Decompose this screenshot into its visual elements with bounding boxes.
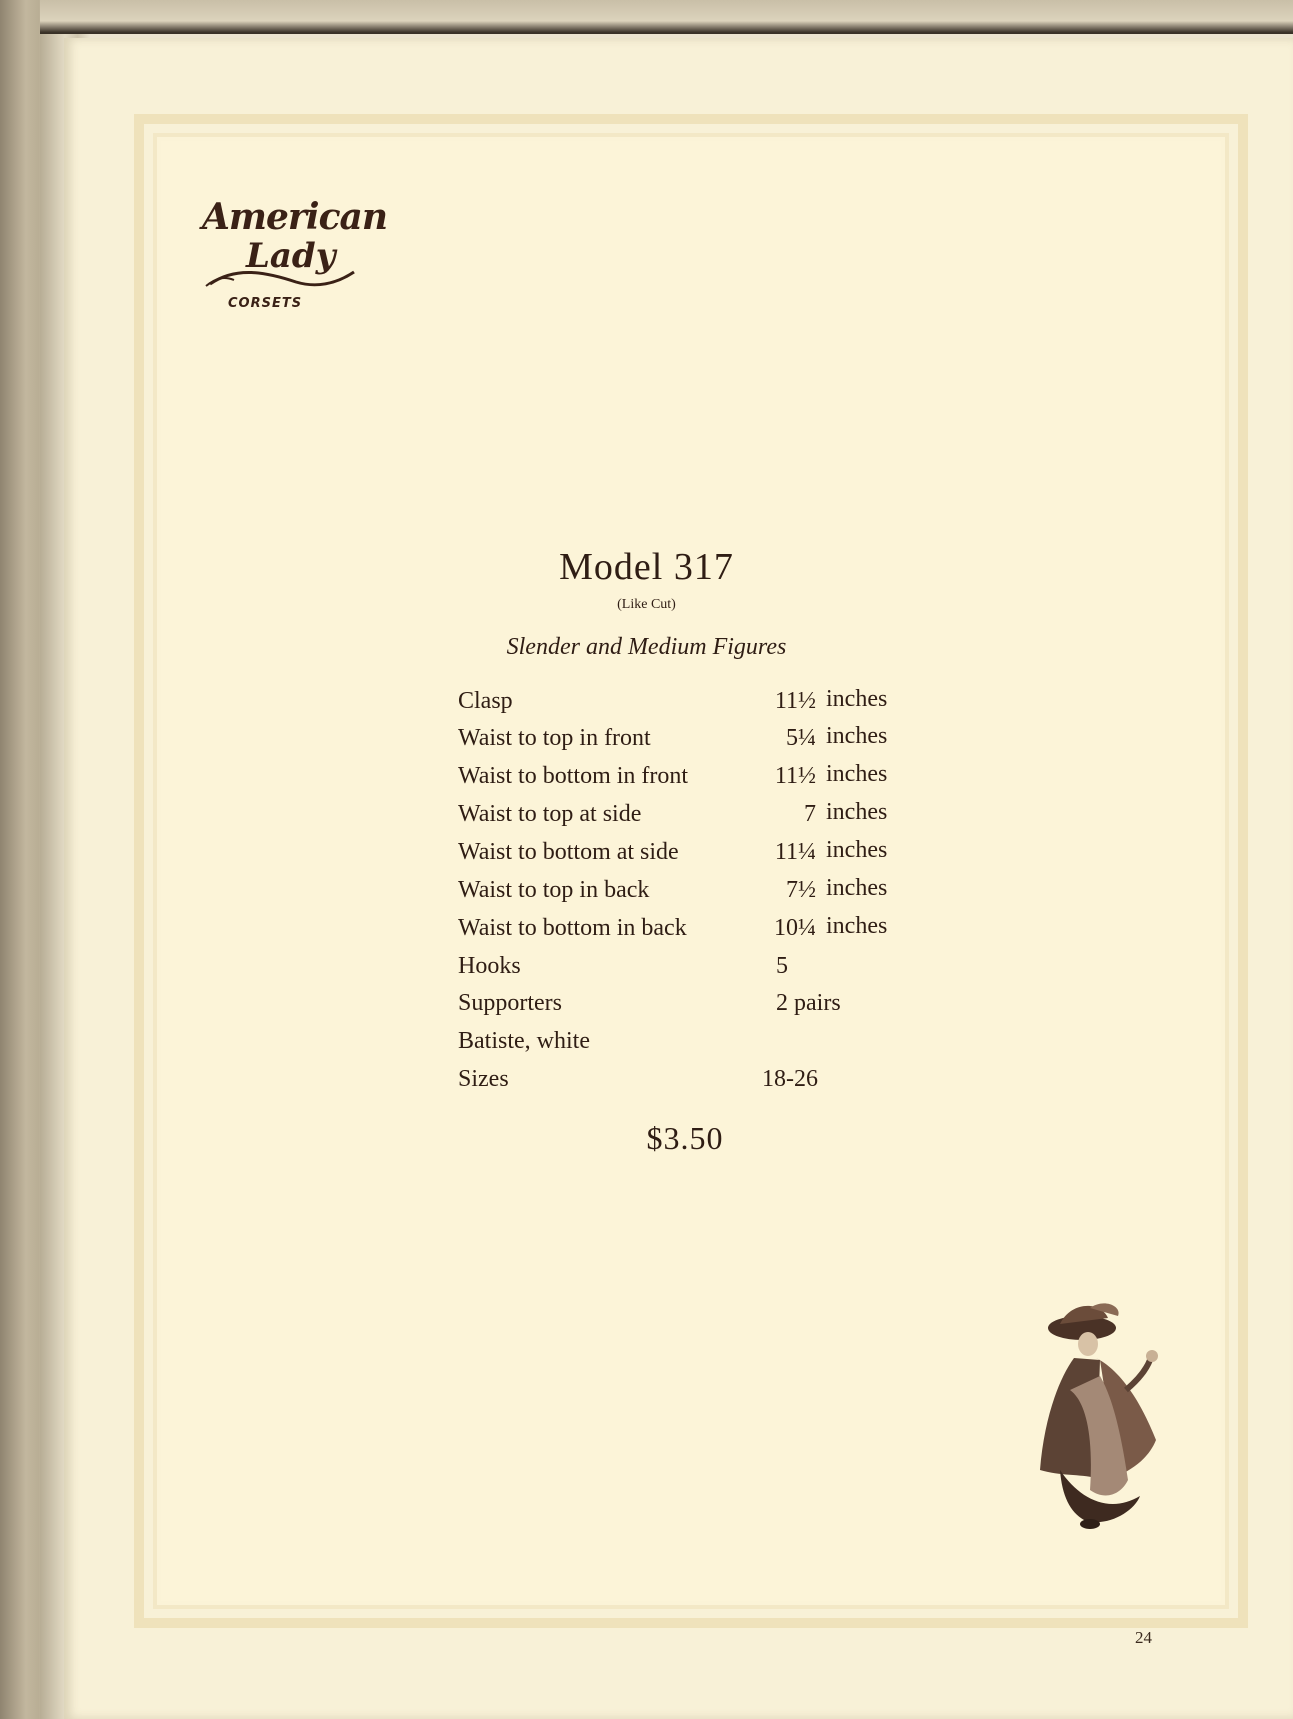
logo-word-corsets: CORSETS [228, 296, 303, 311]
spec-row [458, 839, 918, 875]
lady-in-gown-illustration-icon [1030, 1300, 1170, 1540]
logo-word-american: American [202, 196, 387, 238]
spec-label: Waist to top in back [458, 877, 650, 903]
spec-unit: inches [826, 723, 888, 749]
spec-row [458, 990, 918, 1026]
spec-label: Batiste, white [458, 1028, 590, 1054]
spec-value: 5¼ [786, 725, 816, 751]
spec-value: 2 pairs [776, 990, 841, 1016]
spec-label: Waist to top at side [458, 801, 642, 827]
spec-label: Supporters [458, 990, 562, 1016]
spec-value: 11½ [774, 763, 816, 789]
spec-value: 18-26 [762, 1066, 818, 1092]
spec-row [458, 1066, 918, 1102]
spec-label: Sizes [458, 1066, 509, 1092]
spec-unit: inches [826, 799, 888, 825]
spec-unit: inches [826, 913, 888, 939]
spec-unit: inches [826, 875, 888, 901]
spec-label: Waist to bottom in back [458, 915, 687, 941]
spec-row [458, 877, 918, 913]
spec-label: Waist to top in front [458, 725, 651, 751]
price: $3.50 [646, 1120, 724, 1156]
spec-row [458, 763, 918, 799]
book-top-edge [40, 0, 1293, 38]
model-note: (Like Cut) [617, 597, 676, 612]
brand-logo [196, 196, 387, 326]
logo-flourish-icon [196, 196, 376, 296]
spec-row [458, 953, 918, 989]
spec-unit: inches [826, 686, 888, 712]
spec-value: 10¼ [774, 915, 816, 941]
spec-row [458, 688, 918, 724]
spec-row [458, 1028, 918, 1064]
spec-value: 5 [776, 953, 788, 979]
spec-value: 11¼ [774, 839, 816, 865]
model-title: Model 317 [559, 546, 734, 588]
page-number: 24 [1135, 1628, 1152, 1647]
spec-label: Waist to bottom in front [458, 763, 689, 789]
spec-row [458, 725, 918, 761]
spec-value: 11½ [774, 688, 816, 714]
spec-value: 7½ [786, 877, 816, 903]
spec-label: Waist to bottom at side [458, 839, 679, 865]
spec-unit: inches [826, 837, 888, 863]
logo-word-lady: Lady [246, 236, 336, 276]
spec-label: Hooks [458, 953, 521, 979]
spec-label: Clasp [458, 688, 513, 714]
spec-row [458, 915, 918, 951]
figure-type-subtitle: Slender and Medium Figures [506, 634, 787, 660]
spec-value: 7 [804, 801, 816, 827]
spec-row [458, 801, 918, 837]
spec-unit: inches [826, 761, 888, 787]
